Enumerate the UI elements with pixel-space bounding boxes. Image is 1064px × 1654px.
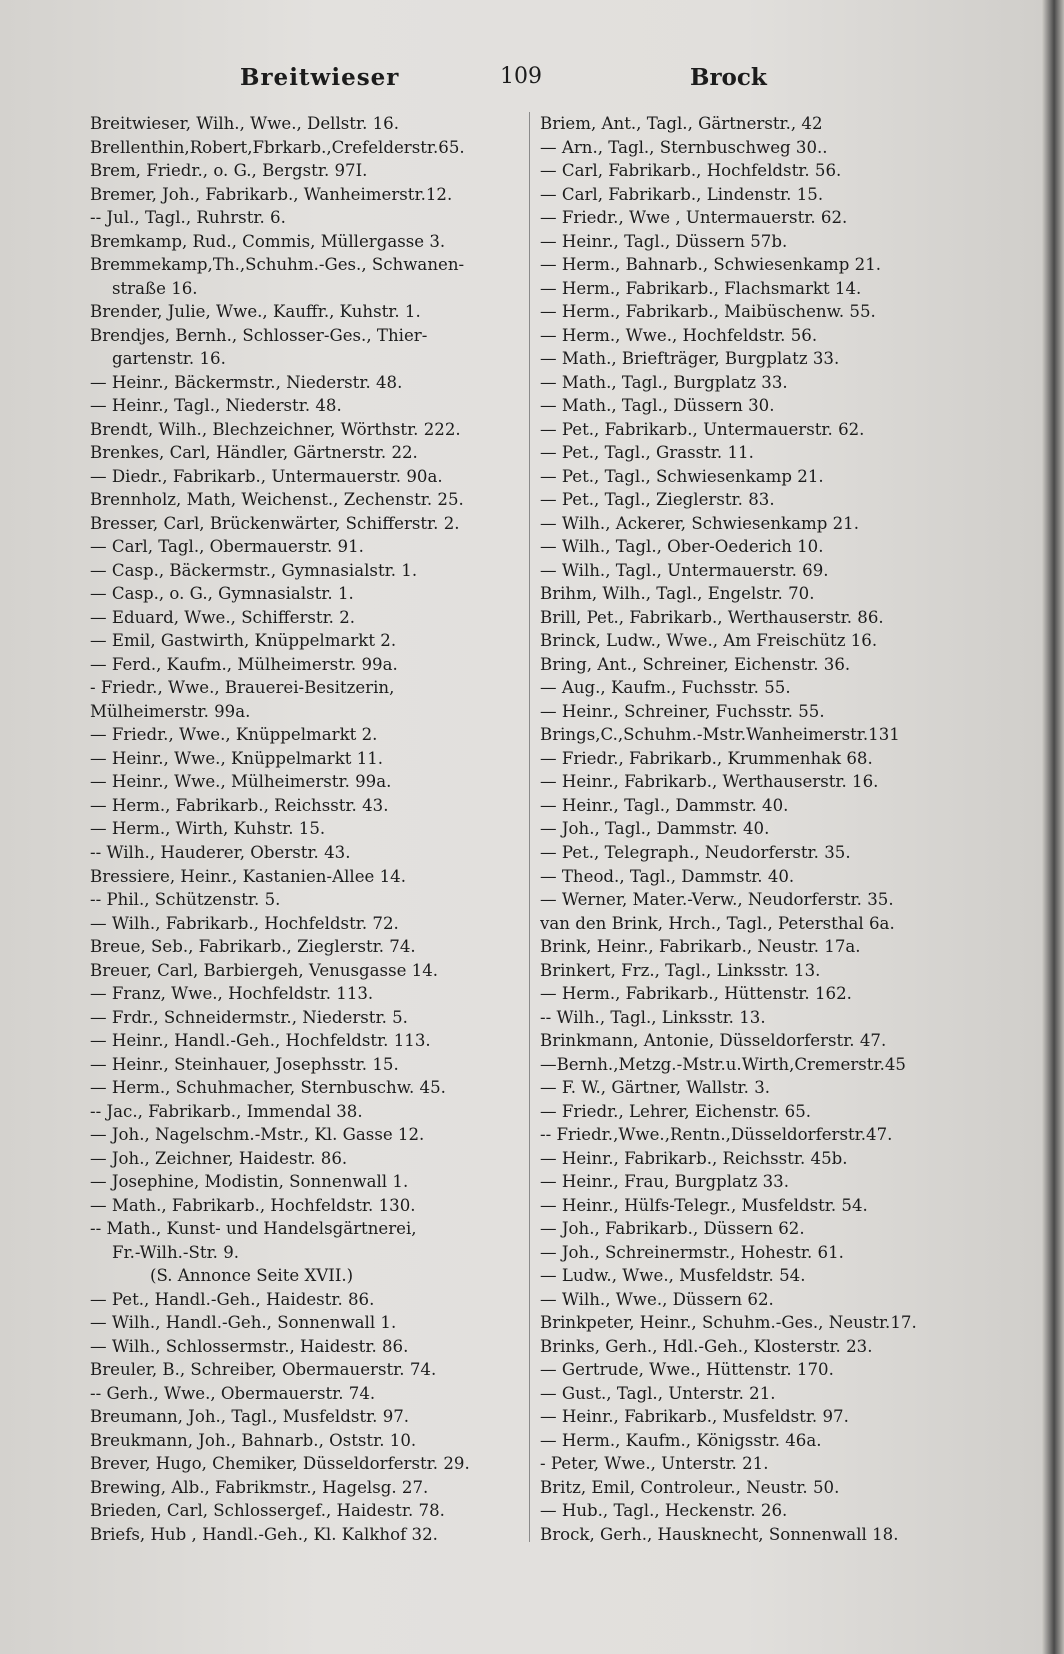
directory-entry: Brinkert, Frz., Tagl., Linksstr. 13. [540, 960, 821, 980]
directory-entry: — Carl, Fabrikarb., Hochfeldstr. 56. [540, 161, 842, 181]
directory-entry: Brill, Pet., Fabrikarb., Werthauserstr. 86. [540, 607, 884, 627]
directory-entry: Brem, Friedr., o. G., Bergstr. 97I. [90, 161, 368, 181]
directory-entry: -- Phil., Schützenstr. 5. [90, 890, 281, 910]
directory-entry: -- Jac., Fabrikarb., Immendal 38. [90, 1101, 363, 1121]
directory-entry: -- Wilh., Hauderer, Oberstr. 43. [90, 842, 351, 862]
directory-entry: (S. Annonce Seite XVII.) [150, 1266, 354, 1286]
header-left-name: Breitwieser [240, 64, 400, 91]
directory-entry: Britz, Emil, Controleur., Neustr. 50. [540, 1477, 840, 1497]
directory-entry: Brinks, Gerh., Hdl.-Geh., Klosterstr. 23. [540, 1336, 873, 1356]
directory-entry: Brink, Heinr., Fabrikarb., Neustr. 17a. [540, 937, 861, 957]
directory-entry: — Eduard, Wwe., Schifferstr. 2. [90, 607, 356, 627]
directory-entry: —Bernh.,Metzg.-Mstr.u.Wirth,Cremerstr.45 [540, 1054, 906, 1074]
directory-entry: -- Friedr.,Wwe.,Rentn.,Düsseldorferstr.47. [540, 1125, 893, 1145]
directory-entry: — Herm., Wwe., Hochfeldstr. 56. [540, 325, 818, 345]
directory-entry: Breuler, B., Schreiber, Obermauerstr. 74. [90, 1360, 437, 1380]
directory-entry: — Math., Briefträger, Burgplatz 33. [540, 349, 840, 369]
directory-entry: Brenkes, Carl, Händler, Gärtnerstr. 22. [90, 443, 418, 463]
directory-entry: Brendjes, Bernh., Schlosser-Ges., Thier- [90, 325, 428, 345]
directory-entry: — Carl, Fabrikarb., Lindenstr. 15. [540, 184, 824, 204]
directory-entry: — Werner, Mater.-Verw., Neudorferstr. 35. [540, 890, 894, 910]
directory-entry: — Friedr., Lehrer, Eichenstr. 65. [540, 1101, 812, 1121]
directory-entry: — Heinr., Hülfs-Telegr., Musfeldstr. 54. [540, 1195, 868, 1215]
directory-entry: — Wilh., Tagl., Ober-Oederich 10. [540, 537, 824, 557]
directory-entry: — Emil, Gastwirth, Knüppelmarkt 2. [90, 631, 397, 651]
directory-entry: — Friedr., Wwe., Knüppelmarkt 2. [90, 725, 378, 745]
directory-entry: — Joh., Tagl., Dammstr. 40. [540, 819, 770, 839]
directory-entry: Brever, Hugo, Chemiker, Düsseldorferstr. 29. [90, 1454, 470, 1474]
directory-entry: — Friedr., Wwe , Untermauerstr. 62. [540, 208, 848, 228]
directory-entry: — Heinr., Tagl., Dammstr. 40. [540, 795, 789, 815]
directory-entry: Breue, Seb., Fabrikarb., Zieglerstr. 74. [90, 937, 416, 957]
directory-entry: — Wilh., Ackerer, Schwiesenkamp 21. [540, 513, 859, 533]
directory-entry: — Friedr., Fabrikarb., Krummenhak 68. [540, 748, 873, 768]
directory-entry: — Diedr., Fabrikarb., Untermauerstr. 90a. [90, 466, 443, 486]
directory-entry: — Herm., Fabrikarb., Reichsstr. 43. [90, 795, 389, 815]
directory-entry: — Gertrude, Wwe., Hüttenstr. 170. [540, 1360, 834, 1380]
directory-entry: — Ferd., Kaufm., Mülheimerstr. 99a. [90, 654, 398, 674]
directory-entry: — Joh., Nagelschm.-Mstr., Kl. Gasse 12. [90, 1125, 425, 1145]
directory-entry: Brewing, Alb., Fabrikmstr., Hagelsg. 27. [90, 1477, 429, 1497]
directory-entry: — Pet., Tagl., Schwiesenkamp 21. [540, 466, 824, 486]
directory-entry: -- Gerh., Wwe., Obermauerstr. 74. [90, 1383, 376, 1403]
directory-entry: — Math., Tagl., Düssern 30. [540, 396, 775, 416]
directory-entry: — Casp., o. G., Gymnasialstr. 1. [90, 584, 354, 604]
directory-entry: — Joh., Zeichner, Haidestr. 86. [90, 1148, 348, 1168]
directory-entry: — Franz, Wwe., Hochfeldstr. 113. [90, 984, 374, 1004]
directory-entry: Breumann, Joh., Tagl., Musfeldstr. 97. [90, 1407, 410, 1427]
directory-entry: — Arn., Tagl., Sternbuschweg 30.. [540, 137, 828, 157]
directory-entry: Brihm, Wilh., Tagl., Engelstr. 70. [540, 584, 815, 604]
directory-entry: — F. W., Gärtner, Wallstr. 3. [540, 1078, 771, 1098]
directory-entry: — Heinr., Bäckermstr., Niederstr. 48. [90, 372, 403, 392]
directory-entry: — Herm., Fabrikarb., Hüttenstr. 162. [540, 984, 852, 1004]
directory-entry: — Frdr., Schneidermstr., Niederstr. 5. [90, 1007, 408, 1027]
directory-entry: straße 16. [112, 278, 198, 298]
directory-entry: Briem, Ant., Tagl., Gärtnerstr., 42 [540, 114, 823, 133]
directory-entry: Brender, Julie, Wwe., Kauffr., Kuhstr. 1. [90, 302, 421, 322]
directory-entry: — Wilh., Schlossermstr., Haidestr. 86. [90, 1336, 409, 1356]
directory-entry: Bremkamp, Rud., Commis, Müllergasse 3. [90, 231, 446, 251]
directory-entry: - Peter, Wwe., Unterstr. 21. [540, 1454, 769, 1474]
directory-entry: — Heinr., Handl.-Geh., Hochfeldstr. 113. [90, 1031, 431, 1051]
directory-entry: Mülheimerstr. 99a. [90, 701, 251, 721]
directory-entry: — Herm., Schuhmacher, Sternbuschw. 45. [90, 1078, 446, 1098]
directory-entry: — Casp., Bäckermstr., Gymnasialstr. 1. [90, 560, 418, 580]
directory-entry: -- Wilh., Tagl., Linksstr. 13. [540, 1007, 766, 1027]
directory-entry: — Pet., Tagl., Grasstr. 11. [540, 443, 754, 463]
directory-entry: — Wilh., Handl.-Geh., Sonnenwall 1. [90, 1313, 397, 1333]
directory-entry: Breuer, Carl, Barbiergeh, Venusgasse 14. [90, 960, 439, 980]
directory-entry: Brings,C.,Schuhm.-Mstr.Wanheimerstr.131 [540, 725, 900, 745]
directory-entry: Brellenthin,Robert,Fbrkarb.,Crefelderstr.65. [90, 137, 465, 157]
directory-entry: — Wilh., Fabrikarb., Hochfeldstr. 72. [90, 913, 399, 933]
directory-entry: — Heinr., Fabrikarb., Reichsstr. 45b. [540, 1148, 848, 1168]
directory-entry: — Heinr., Tagl., Niederstr. 48. [90, 396, 342, 416]
directory-entry: — Joh., Fabrikarb., Düssern 62. [540, 1219, 805, 1239]
directory-entry: — Math., Tagl., Burgplatz 33. [540, 372, 788, 392]
directory-entry: -- Math., Kunst- und Handelsgärtnerei, [90, 1219, 417, 1239]
directory-entry: — Heinr., Tagl., Düssern 57b. [540, 231, 788, 251]
directory-entry: Bremer, Joh., Fabrikarb., Wanheimerstr.12. [90, 184, 453, 204]
directory-entry: — Hub., Tagl., Heckenstr. 26. [540, 1501, 788, 1521]
header-right-name: Brock [690, 64, 767, 91]
directory-entry: Brendt, Wilh., Blechzeichner, Wörthstr. 222. [90, 419, 461, 439]
directory-entry: Breukmann, Joh., Bahnarb., Oststr. 10. [90, 1430, 417, 1450]
directory-entry: Fr.-Wilh.-Str. 9. [112, 1242, 240, 1262]
directory-entry: — Theod., Tagl., Dammstr. 40. [540, 866, 795, 886]
directory-entry: van den Brink, Hrch., Tagl., Petersthal 6a. [540, 913, 895, 933]
directory-entry: — Math., Fabrikarb., Hochfeldstr. 130. [90, 1195, 416, 1215]
directory-entry: — Pet., Tagl., Zieglerstr. 83. [540, 490, 775, 510]
directory-entry: — Josephine, Modistin, Sonnenwall 1. [90, 1172, 409, 1192]
directory-entry: Breitwieser, Wilh., Wwe., Dellstr. 16. [90, 114, 400, 133]
directory-entry: - Friedr., Wwe., Brauerei-Besitzerin, [90, 678, 395, 698]
directory-entry: — Heinr., Frau, Burgplatz 33. [540, 1172, 789, 1192]
directory-entry: -- Jul., Tagl., Ruhrstr. 6. [90, 208, 286, 228]
page-header [0, 64, 1040, 98]
directory-entry: — Herm., Fabrikarb., Flachsmarkt 14. [540, 278, 862, 298]
directory-entry: — Heinr., Wwe., Knüppelmarkt 11. [90, 748, 384, 768]
directory-entry: — Herm., Fabrikarb., Maibüschenw. 55. [540, 302, 876, 322]
directory-entry: — Heinr., Steinhauer, Josephsstr. 15. [90, 1054, 399, 1074]
directory-entry: — Herm., Wirth, Kuhstr. 15. [90, 819, 326, 839]
directory-entry: Brinck, Ludw., Wwe., Am Freischütz 16. [540, 631, 878, 651]
directory-entry: — Heinr., Fabrikarb., Musfeldstr. 97. [540, 1407, 849, 1427]
directory-entry: — Pet., Telegraph., Neudorferstr. 35. [540, 842, 851, 862]
left-column [90, 112, 522, 1546]
directory-entry: — Carl, Tagl., Obermauerstr. 91. [90, 537, 364, 557]
directory-entry: Briefs, Hub , Handl.-Geh., Kl. Kalkhof 32. [90, 1524, 438, 1544]
directory-entry: Bremmekamp,Th.,Schuhm.-Ges., Schwanen- [90, 255, 465, 275]
page-number: 109 [500, 64, 542, 89]
directory-entry: — Ludw., Wwe., Musfeldstr. 54. [540, 1266, 806, 1286]
directory-entry: — Gust., Tagl., Unterstr. 21. [540, 1383, 776, 1403]
directory-entry: — Wilh., Wwe., Düssern 62. [540, 1289, 774, 1309]
directory-entry: Brieden, Carl, Schlossergef., Haidestr. 78. [90, 1501, 445, 1521]
directory-entry: — Pet., Fabrikarb., Untermauerstr. 62. [540, 419, 865, 439]
directory-entry: — Herm., Bahnarb., Schwiesenkamp 21. [540, 255, 882, 275]
page-edge [1042, 0, 1064, 1654]
directory-entry: — Wilh., Tagl., Untermauerstr. 69. [540, 560, 829, 580]
right-column [540, 112, 985, 1546]
directory-entry: — Aug., Kaufm., Fuchsstr. 55. [540, 678, 791, 698]
directory-entry: — Pet., Handl.-Geh., Haidestr. 86. [90, 1289, 375, 1309]
directory-entry: Bresser, Carl, Brückenwärter, Schifferstr. 2. [90, 513, 460, 533]
directory-entry: — Heinr., Fabrikarb., Werthauserstr. 16. [540, 772, 879, 792]
directory-entry: — Heinr., Wwe., Mülheimerstr. 99a. [90, 772, 392, 792]
directory-entry: — Joh., Schreinermstr., Hohestr. 61. [540, 1242, 844, 1262]
directory-entry: Brinkpeter, Heinr., Schuhm.-Ges., Neustr.17. [540, 1313, 917, 1333]
directory-entry: — Herm., Kaufm., Königsstr. 46a. [540, 1430, 822, 1450]
directory-entry: — Heinr., Schreiner, Fuchsstr. 55. [540, 701, 825, 721]
directory-entry: Brinkmann, Antonie, Düsseldorferstr. 47. [540, 1031, 887, 1051]
directory-entry: Bring, Ant., Schreiner, Eichenstr. 36. [540, 654, 851, 674]
directory-entry: gartenstr. 16. [112, 349, 226, 369]
directory-entry: Brock, Gerh., Hausknecht, Sonnenwall 18. [540, 1524, 899, 1544]
column-divider [529, 112, 530, 1542]
directory-entry: Brennholz, Math, Weichenst., Zechenstr. 25. [90, 490, 464, 510]
directory-entry: Bressiere, Heinr., Kastanien-Allee 14. [90, 866, 407, 886]
